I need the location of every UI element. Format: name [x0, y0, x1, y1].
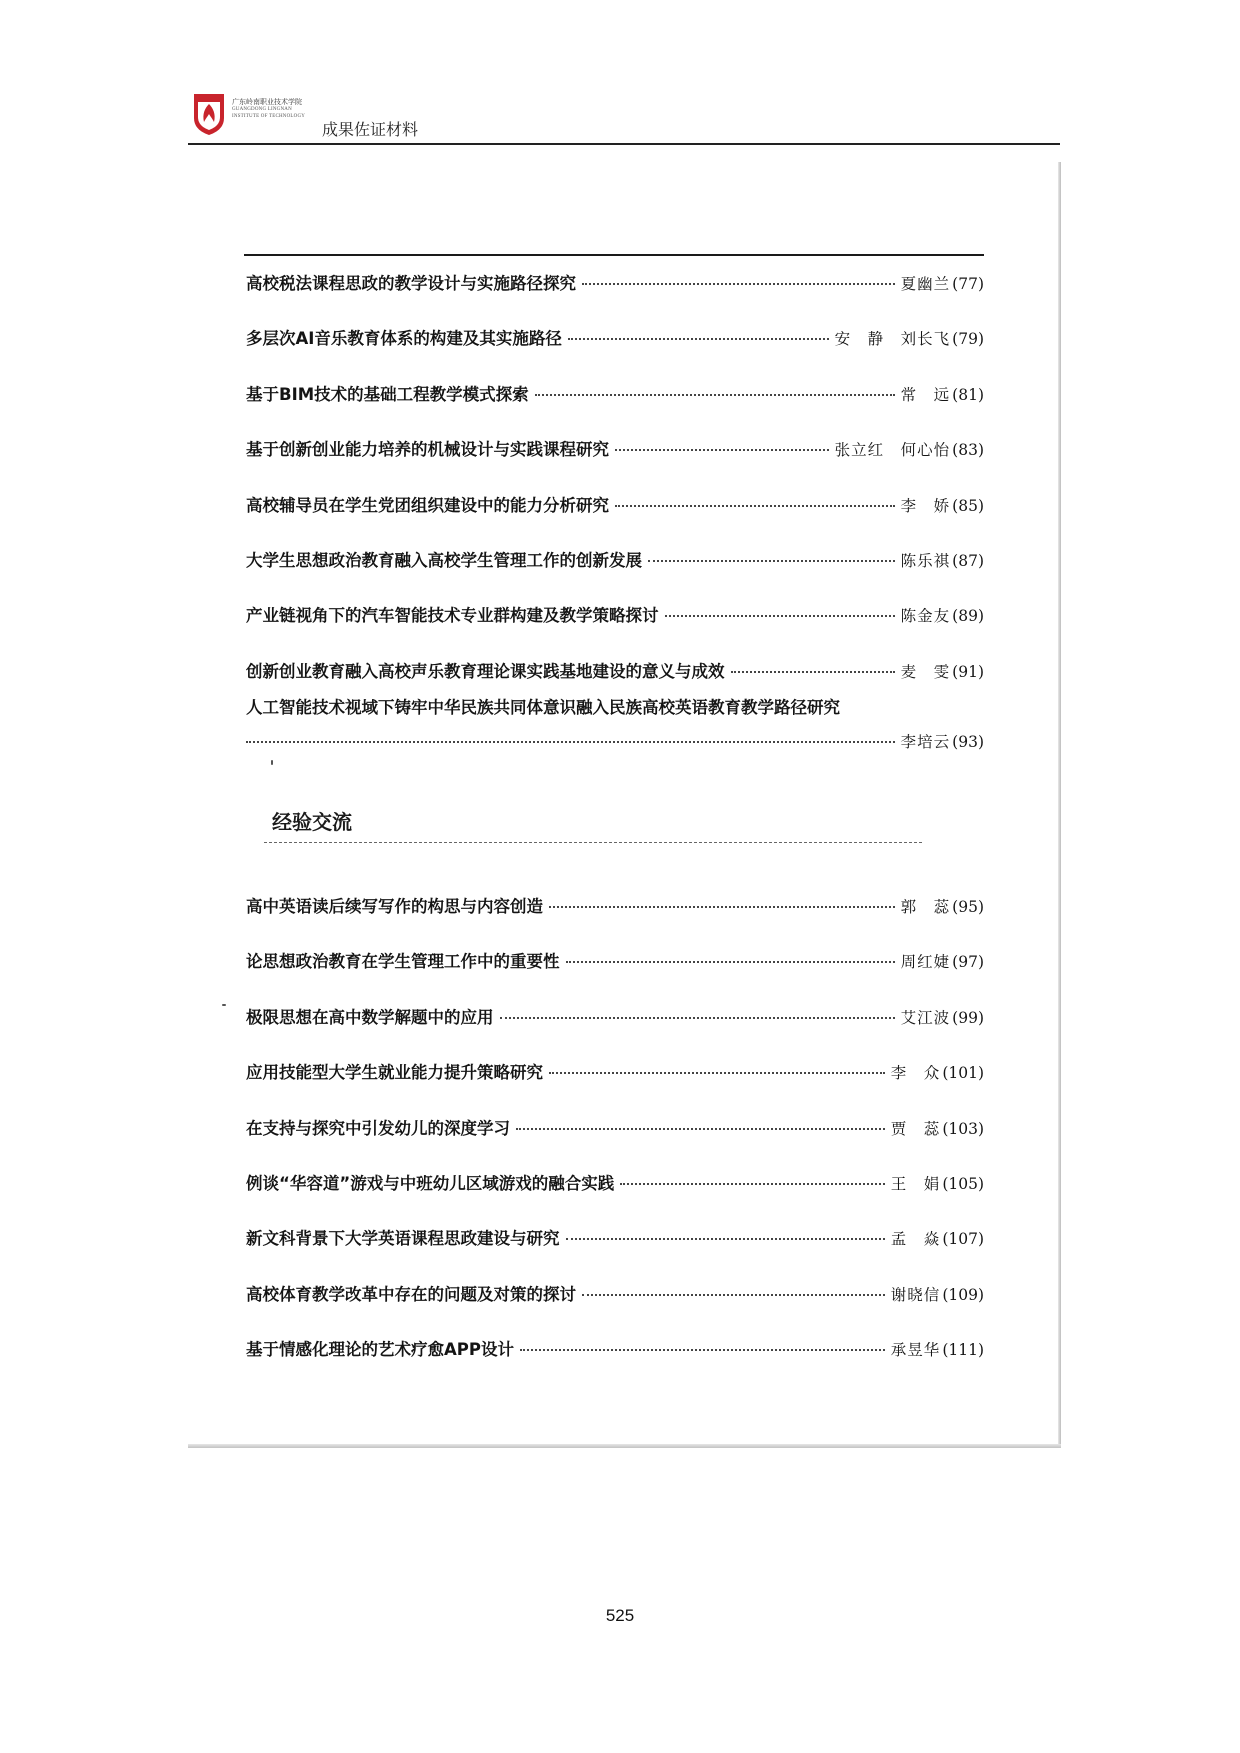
toc-entry-page: (89)	[952, 607, 984, 626]
toc-entry-author: 王 娟	[890, 1174, 941, 1193]
toc-entry	[246, 1281, 984, 1336]
school-logo-icon	[192, 92, 226, 136]
toc-entry	[246, 1225, 984, 1280]
toc-entry-author: 郭 蕊	[900, 898, 951, 916]
school-name	[232, 99, 305, 120]
toc-list-part2	[246, 893, 984, 1392]
toc-entry-author: 张立红 何心怡	[834, 441, 951, 460]
toc-leader-dots	[615, 449, 829, 451]
toc-entry-page: (85)	[952, 496, 984, 515]
toc-entry	[246, 270, 984, 325]
toc-entry-author: 李 娇	[900, 496, 951, 515]
toc-entry-page: (77)	[952, 275, 984, 293]
toc-entry-author: 夏幽兰	[900, 275, 951, 293]
school-name-cn: 广东岭南职业技术学院	[232, 98, 302, 106]
toc-entry	[246, 1336, 984, 1391]
toc-entry	[246, 1059, 984, 1114]
toc-leader-dots	[582, 283, 895, 285]
toc-entry-title: 大学生思想政治教育融入高校学生管理工作的创新发展	[246, 550, 642, 570]
toc-entry-page: (103)	[942, 1119, 984, 1138]
toc-entry-title: 高校体育教学改革中存在的问题及对策的探讨	[246, 1284, 576, 1304]
toc-entry-title: 新文科背景下大学英语课程思政建设与研究	[246, 1229, 560, 1249]
toc-entry-title: 高中英语读后续写写作的构思与内容创造	[246, 897, 543, 916]
toc-leader-dots	[549, 1072, 885, 1074]
toc-leader-dots	[535, 394, 895, 396]
toc-entry-title: 高校辅导员在学生党团组织建设中的能力分析研究	[246, 495, 609, 515]
toc-entry-author: 陈乐祺	[900, 551, 951, 570]
toc-entry-title: 创新创业教育融入高校声乐教育理论课实践基地建设的意义与成效	[246, 661, 725, 681]
toc-entry-author: 贾 蕊	[890, 1119, 941, 1138]
toc-entry	[246, 492, 984, 547]
toc-leader-dots	[731, 671, 895, 673]
toc-entry	[246, 547, 984, 602]
toc-entry-long	[246, 694, 984, 776]
toc-entry	[246, 1004, 984, 1059]
toc-entry	[246, 1115, 984, 1170]
toc-leader-dots	[615, 505, 895, 507]
scan-speck	[222, 1004, 226, 1006]
toc-leader-dots	[246, 741, 895, 743]
toc-leader-dots	[582, 1294, 885, 1296]
toc-leader-dots	[620, 1183, 885, 1185]
toc-entry-title: 人工智能技术视域下铸牢中华民族共同体意识融入民族高校英语教育教学路径研究	[246, 697, 840, 717]
toc-entry-title: 论思想政治教育在学生管理工作中的重要性	[246, 952, 560, 972]
toc-leader-dots	[566, 1238, 885, 1240]
toc-entry-author: 陈金友	[900, 607, 951, 626]
school-name-en-1: GUANGDONG LINGNAN	[232, 107, 292, 112]
toc-entry-author: 李 众	[890, 1064, 941, 1083]
toc-entry-title: 极限思想在高中数学解题中的应用	[246, 1007, 494, 1027]
toc-entry-author: 李培云	[900, 732, 951, 751]
toc-entry-author: 孟 焱	[890, 1230, 941, 1249]
toc-entry-title: 高校税法课程思政的教学设计与实施路径探究	[246, 274, 576, 293]
toc-entry-author: 承昱华	[890, 1341, 941, 1360]
toc-entry-title: 基于创新创业能力培养的机械设计与实践课程研究	[246, 440, 609, 460]
toc-leader-dots	[549, 906, 895, 908]
toc-entry-page: (81)	[952, 385, 984, 404]
toc-entry-page: (79)	[952, 330, 984, 349]
toc-entry-page: (87)	[952, 551, 984, 570]
toc-entry	[246, 948, 984, 1003]
toc-leader-dots	[648, 560, 895, 562]
scan-edge-bottom	[188, 1444, 1061, 1448]
toc-entry	[246, 658, 984, 694]
toc-entry-title: 基于情感化理论的艺术疗愈APP设计	[246, 1340, 514, 1360]
toc-entry-page: (101)	[942, 1064, 984, 1083]
toc-top-rule	[244, 254, 984, 256]
toc-entry	[246, 381, 984, 436]
toc-entry-author: 安 静 刘长飞	[834, 330, 951, 349]
toc-entry-page: (95)	[952, 898, 984, 916]
toc-entry-title: 基于BIM技术的基础工程教学模式探索	[246, 384, 529, 404]
toc-entry-page: (99)	[952, 1008, 984, 1027]
toc-entry	[246, 436, 984, 491]
toc-entry	[246, 602, 984, 657]
page-header	[188, 86, 1060, 146]
toc-entry-page: (111)	[942, 1341, 984, 1360]
toc-leader-dots	[500, 1017, 895, 1019]
toc-entry-title: 在支持与探究中引发幼儿的深度学习	[246, 1118, 510, 1138]
section-heading: 经验交流	[272, 810, 352, 834]
toc-leader-dots	[566, 961, 895, 963]
toc-list-part1	[246, 270, 984, 776]
toc-leader-dots	[568, 338, 829, 340]
toc-entry-title: 例谈“华容道”游戏与中班幼儿区域游戏的融合实践	[246, 1173, 615, 1193]
header-rule	[188, 143, 1060, 145]
toc-entry	[246, 1170, 984, 1225]
toc-entry-page: (105)	[942, 1174, 984, 1193]
scan-edge-right	[1058, 162, 1061, 1448]
toc-entry-author: 艾江波	[900, 1008, 951, 1027]
toc-leader-dots	[665, 615, 895, 617]
toc-entry-title: 应用技能型大学生就业能力提升策略研究	[246, 1063, 543, 1083]
toc-entry-page: (83)	[952, 441, 984, 460]
toc-entry-page: (91)	[952, 662, 984, 681]
toc-entry-page: (93)	[952, 732, 984, 751]
scan-speck	[271, 760, 273, 765]
toc-leader-dots	[516, 1128, 885, 1130]
toc-entry-author: 周红婕	[900, 953, 951, 972]
toc-entry-page: (107)	[942, 1230, 984, 1249]
toc-entry-title: 多层次AI音乐教育体系的构建及其实施路径	[246, 329, 562, 349]
toc-entry-author: 麦 雯	[900, 662, 951, 681]
header-title: 成果佐证材料	[322, 120, 419, 139]
toc-entry-author: 谢晓信	[890, 1285, 941, 1304]
toc-entry-page: (97)	[952, 953, 984, 972]
toc-entry	[246, 325, 984, 380]
school-name-en-2: INSTITUTE OF TECHNOLOGY	[232, 114, 306, 119]
toc-entry	[246, 893, 984, 948]
page-number: 525	[605, 1606, 635, 1625]
toc-leader-dots	[520, 1349, 885, 1351]
section-rule	[264, 842, 922, 844]
toc-entry-author: 常 远	[900, 385, 951, 404]
toc-entry-page: (109)	[942, 1285, 984, 1304]
toc-entry-title: 产业链视角下的汽车智能技术专业群构建及教学策略探讨	[246, 606, 659, 626]
